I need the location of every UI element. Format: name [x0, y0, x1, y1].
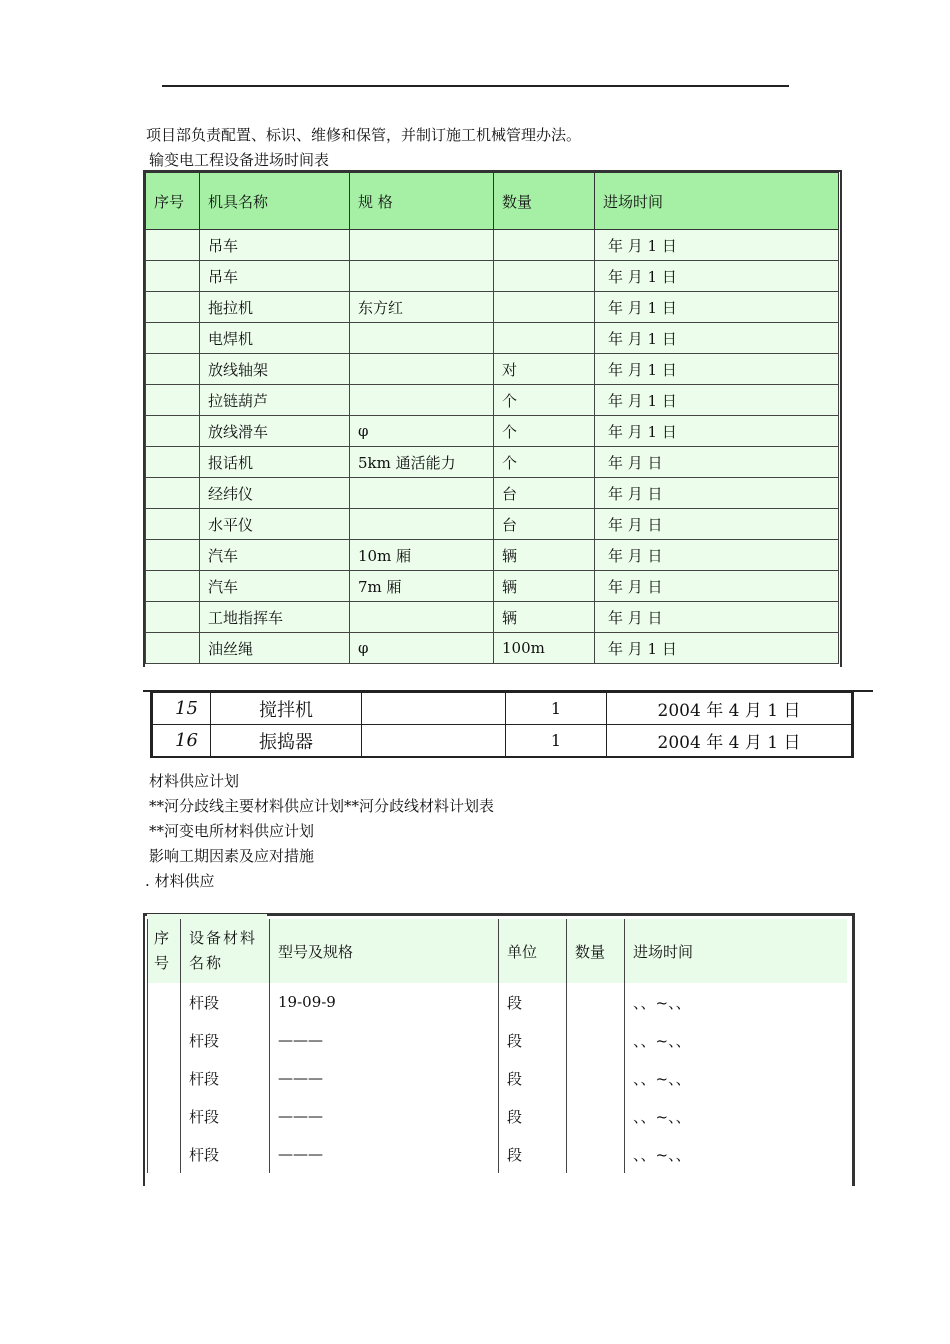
- cell: 19-09-9: [270, 983, 499, 1021]
- cell: [146, 385, 200, 416]
- table-row: [148, 1135, 848, 1173]
- text-line: **河分歧线主要材料供应计划**河分歧线材料计划表: [149, 797, 495, 815]
- cell: 台: [494, 509, 595, 540]
- table-header-row: [146, 173, 839, 230]
- cell: [494, 230, 595, 261]
- cell: 辆: [494, 602, 595, 633]
- cell: 2004 年 4 月 1 日: [607, 693, 853, 725]
- table-row: [146, 385, 839, 416]
- cell: ———: [270, 1059, 499, 1097]
- cell: [146, 261, 200, 292]
- cell: [567, 1059, 625, 1097]
- cell: 个: [494, 385, 595, 416]
- cell: 台: [494, 478, 595, 509]
- cell: 报话机: [200, 447, 350, 478]
- cell: [148, 983, 181, 1021]
- cell: 段: [499, 1135, 567, 1173]
- cell: [350, 261, 494, 292]
- table-row: [152, 725, 853, 758]
- cell: 汽车: [200, 571, 350, 602]
- cell: ———: [270, 1135, 499, 1173]
- cell: 放线滑车: [200, 416, 350, 447]
- cell: 油丝绳: [200, 633, 350, 664]
- header-cell: 进场时间: [595, 173, 839, 230]
- cell: [146, 230, 200, 261]
- cell: 7m 厢: [350, 571, 494, 602]
- cell: [146, 571, 200, 602]
- cell: 段: [499, 1097, 567, 1135]
- cell: 1: [506, 725, 607, 758]
- cell: [148, 1021, 181, 1059]
- cell: 5km 通活能力: [350, 447, 494, 478]
- heading-material-supply: . 材料供应: [145, 872, 215, 890]
- cell: φ: [350, 416, 494, 447]
- header-cell: 型号及规格: [270, 919, 499, 983]
- table-row: [146, 416, 839, 447]
- table-row: [146, 230, 839, 261]
- cell: 振捣器: [211, 725, 362, 758]
- cell: 个: [494, 447, 595, 478]
- cell: 年 月 1 日: [595, 633, 839, 664]
- table-row: [146, 509, 839, 540]
- header-cell: 机具名称: [200, 173, 350, 230]
- cell: [362, 693, 506, 725]
- cell: [146, 292, 200, 323]
- cell: [350, 230, 494, 261]
- cell: [567, 1021, 625, 1059]
- cell: [148, 1059, 181, 1097]
- table-row: [146, 354, 839, 385]
- cell: 杆段: [181, 1021, 270, 1059]
- header-cell: 数量: [567, 919, 625, 983]
- cell: 电焊机: [200, 323, 350, 354]
- header-cell: 序 号: [148, 919, 181, 983]
- table-row: [146, 292, 839, 323]
- cell: [350, 509, 494, 540]
- cell: ———: [270, 1021, 499, 1059]
- cell: 年 月 日: [595, 571, 839, 602]
- cell: 15: [152, 693, 211, 725]
- table-row: [146, 323, 839, 354]
- cell: 年 月 1 日: [595, 261, 839, 292]
- cell: 东方红: [350, 292, 494, 323]
- table-row: [146, 602, 839, 633]
- cell: [148, 1097, 181, 1135]
- cell: 1: [506, 693, 607, 725]
- table1-title: 输变电工程设备进场时间表: [149, 151, 330, 169]
- cell: 汽车: [200, 540, 350, 571]
- header-cell: 进场时间: [625, 919, 848, 983]
- cell: [146, 323, 200, 354]
- cell: 经纬仪: [200, 478, 350, 509]
- cell: [146, 447, 200, 478]
- material-table: [147, 919, 848, 1173]
- cell: 辆: [494, 540, 595, 571]
- heading-schedule-factors: 影响工期因素及应对措施: [149, 847, 315, 865]
- cell: 年 月 1 日: [595, 416, 839, 447]
- heading-material-plan: 材料供应计划: [149, 772, 240, 790]
- cell: 年 月 日: [595, 602, 839, 633]
- table-row: [146, 261, 839, 292]
- cell: [148, 1135, 181, 1173]
- table-row: [148, 1097, 848, 1135]
- table-row: [148, 983, 848, 1021]
- cell: 杆段: [181, 983, 270, 1021]
- cell: 年 月 日: [595, 540, 839, 571]
- cell: [494, 261, 595, 292]
- cell: [350, 602, 494, 633]
- cell: 年 月 1 日: [595, 292, 839, 323]
- cell: [494, 292, 595, 323]
- header-cell: 单位: [499, 919, 567, 983]
- equipment-table-continued: [150, 692, 854, 758]
- cell: [567, 983, 625, 1021]
- cell: 100m: [494, 633, 595, 664]
- cell: 段: [499, 983, 567, 1021]
- cell: φ: [350, 633, 494, 664]
- cell: 、、~、、: [633, 1107, 691, 1126]
- intro-sentence: 项目部负责配置、标识、维修和保管，并制订施工机械管理办法。: [146, 126, 582, 144]
- cell: 工地指挥车: [200, 602, 350, 633]
- cell: [567, 1097, 625, 1135]
- equipment-table: [143, 170, 842, 667]
- cell: [146, 478, 200, 509]
- cell: 年 月 1 日: [595, 354, 839, 385]
- cell: 辆: [494, 571, 595, 602]
- cell: [146, 416, 200, 447]
- table-row: [146, 478, 839, 509]
- cell: 放线轴架: [200, 354, 350, 385]
- cell: [350, 385, 494, 416]
- table-row: [146, 571, 839, 602]
- top-rule: [162, 85, 789, 87]
- text-line: **河变电所材料供应计划: [149, 822, 315, 840]
- cell: [567, 1135, 625, 1173]
- cell: 16: [152, 725, 211, 758]
- cell: 搅拌机: [211, 693, 362, 725]
- cell: 年 月 1 日: [595, 323, 839, 354]
- table-row: [146, 633, 839, 664]
- cell: [350, 354, 494, 385]
- cell: 水平仪: [200, 509, 350, 540]
- cell: 年 月 日: [595, 478, 839, 509]
- cell: [146, 633, 200, 664]
- cell: [146, 602, 200, 633]
- cell: [362, 725, 506, 758]
- header-cell: 规 格: [350, 173, 494, 230]
- cell: 年 月 1 日: [595, 385, 839, 416]
- table-header-row: [148, 919, 848, 983]
- cell: ———: [270, 1097, 499, 1135]
- cell: 段: [499, 1059, 567, 1097]
- header-cell: 数量: [494, 173, 595, 230]
- cell: 2004 年 4 月 1 日: [607, 725, 853, 758]
- cell: [350, 323, 494, 354]
- cell: 杆段: [181, 1135, 270, 1173]
- cell: [350, 478, 494, 509]
- cell: 对: [494, 354, 595, 385]
- header-cell: 设备材料名称: [181, 919, 270, 983]
- cell: [494, 323, 595, 354]
- cell: 拉链葫芦: [200, 385, 350, 416]
- cell: 拖拉机: [200, 292, 350, 323]
- cell: 年 月 日: [595, 509, 839, 540]
- cell: 年 月 1 日: [595, 230, 839, 261]
- cell: 吊车: [200, 230, 350, 261]
- header-cell: 序号: [146, 173, 200, 230]
- table-row: [146, 540, 839, 571]
- cell: 年 月 日: [595, 447, 839, 478]
- cell: 段: [499, 1021, 567, 1059]
- cell: [146, 540, 200, 571]
- cell: 、、~、、: [633, 1031, 691, 1050]
- cell: 、、~、、: [633, 993, 691, 1012]
- table-row: [152, 693, 853, 725]
- cell: 10m 厢: [350, 540, 494, 571]
- cell: 杆段: [181, 1097, 270, 1135]
- cell: 个: [494, 416, 595, 447]
- cell: 杆段: [181, 1059, 270, 1097]
- cell: 、、~、、: [633, 1145, 691, 1164]
- table-row: [148, 1021, 848, 1059]
- cell: [146, 509, 200, 540]
- cell: 、、~、、: [633, 1069, 691, 1088]
- cell: 吊车: [200, 261, 350, 292]
- table-row: [148, 1059, 848, 1097]
- table-row: [146, 447, 839, 478]
- cell: [146, 354, 200, 385]
